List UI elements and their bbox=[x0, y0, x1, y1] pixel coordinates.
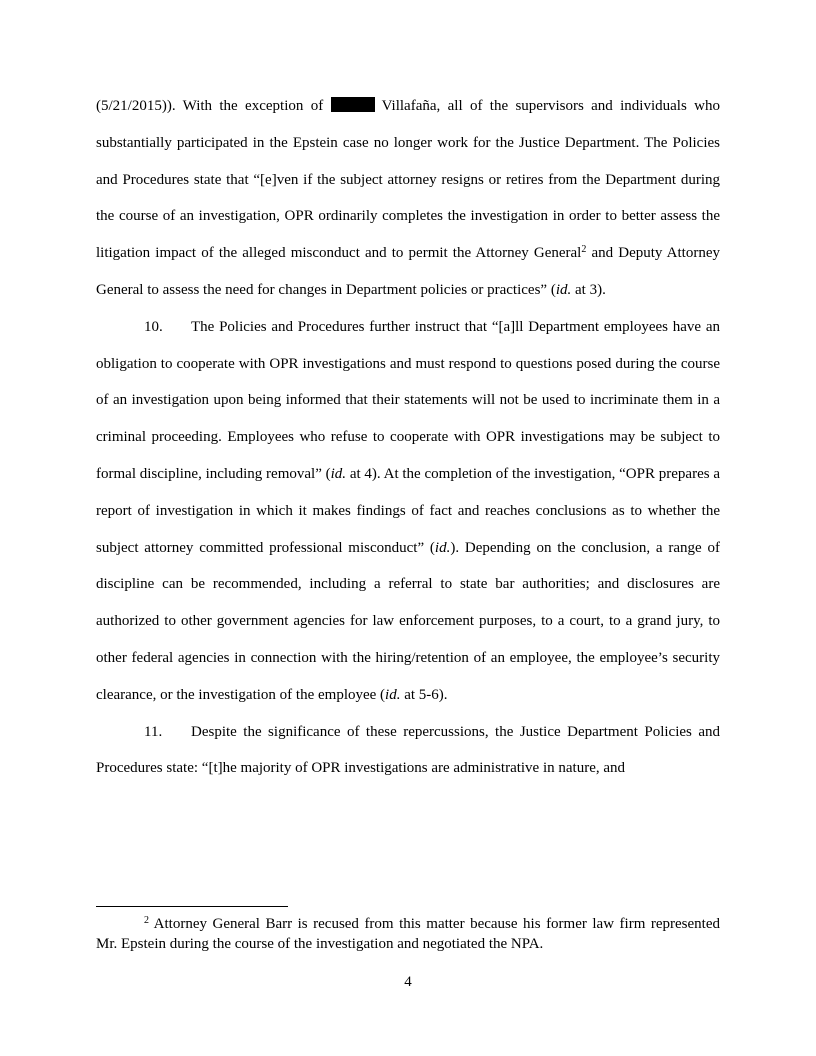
footnote-marker: 2 bbox=[144, 915, 149, 926]
paragraph-10-text-3: ). Depending on the conclusion, a range of discipline can be recommended, including a referral to state bar authorities; and disclosures are authorized to other government agencies for law enforcement purposes, to a court, to a grand jury, to other federal agencies in connection with the hiring/retention of an employee, the employee’s security clearance, or the investigation of the employee ( bbox=[96, 539, 720, 703]
citation-id: id. bbox=[434, 539, 451, 556]
body-text bbox=[96, 88, 720, 787]
citation-id: id. bbox=[385, 686, 401, 703]
continuation-text-3: and Deputy Attorney General to assess the need for changes in Department policies or practices” ( bbox=[96, 245, 721, 298]
citation-id: id. bbox=[330, 465, 347, 482]
paragraph-10-text-4: at 5-6). bbox=[400, 686, 448, 703]
page-number: 4 bbox=[404, 974, 412, 990]
continuation-paragraph bbox=[96, 88, 720, 309]
footnote-text: Attorney General Barr is recused from this matter because his former law firm represented Mr. Epstein during the course of the investigation and negotiated the NPA. bbox=[96, 916, 720, 952]
footnote-separator bbox=[96, 906, 288, 907]
continuation-text-2: Villafaña, all of the supervisors and individuals who substantially participated in the Epstein case no longer work for the Justice Department. The Policies and Procedures state that “[e]ven if the subject attorney resigns or retires from the Department during the course of an investigation, OPR ordinarily completes the investigation in order to better assess the litigation impact of the alleged misconduct and to permit the Attorney General bbox=[96, 98, 720, 262]
paragraph-10 bbox=[96, 309, 720, 714]
continuation-text-4: at 3). bbox=[571, 281, 606, 298]
citation-id: id. bbox=[555, 281, 572, 298]
footnote bbox=[96, 914, 720, 954]
paragraph-number: 10. bbox=[144, 318, 163, 335]
paragraph-11-text: Despite the significance of these repercussions, the Justice Department Policies and Procedures state: “[t]he majority of OPR investigations are administrative in nature, and bbox=[96, 723, 720, 777]
paragraph-10-text-2: at 4). At the completion of the investigation, “OPR prepares a report of investigation in which it makes findings of fact and reaches conclusions as to whether the subject attorney committed professional misconduct” ( bbox=[96, 465, 720, 556]
paragraph-number: 11. bbox=[144, 723, 163, 740]
paragraph-10-text-1: The Policies and Procedures further instruct that “[a]ll Department employees have an obligation to cooperate with OPR investigations and must respond to questions posed during the course of an investigation upon being informed that their statements will not be used to incriminate them in a criminal proceeding. Employees who refuse to cooperate with OPR investigations may be subject to formal discipline, including removal” ( bbox=[96, 318, 720, 482]
footnote-reference[interactable]: 2 bbox=[581, 244, 587, 256]
continuation-text-1: (5/21/2015)). With the exception of bbox=[96, 98, 331, 114]
paragraph-11 bbox=[96, 714, 720, 788]
redaction-block bbox=[331, 97, 375, 112]
